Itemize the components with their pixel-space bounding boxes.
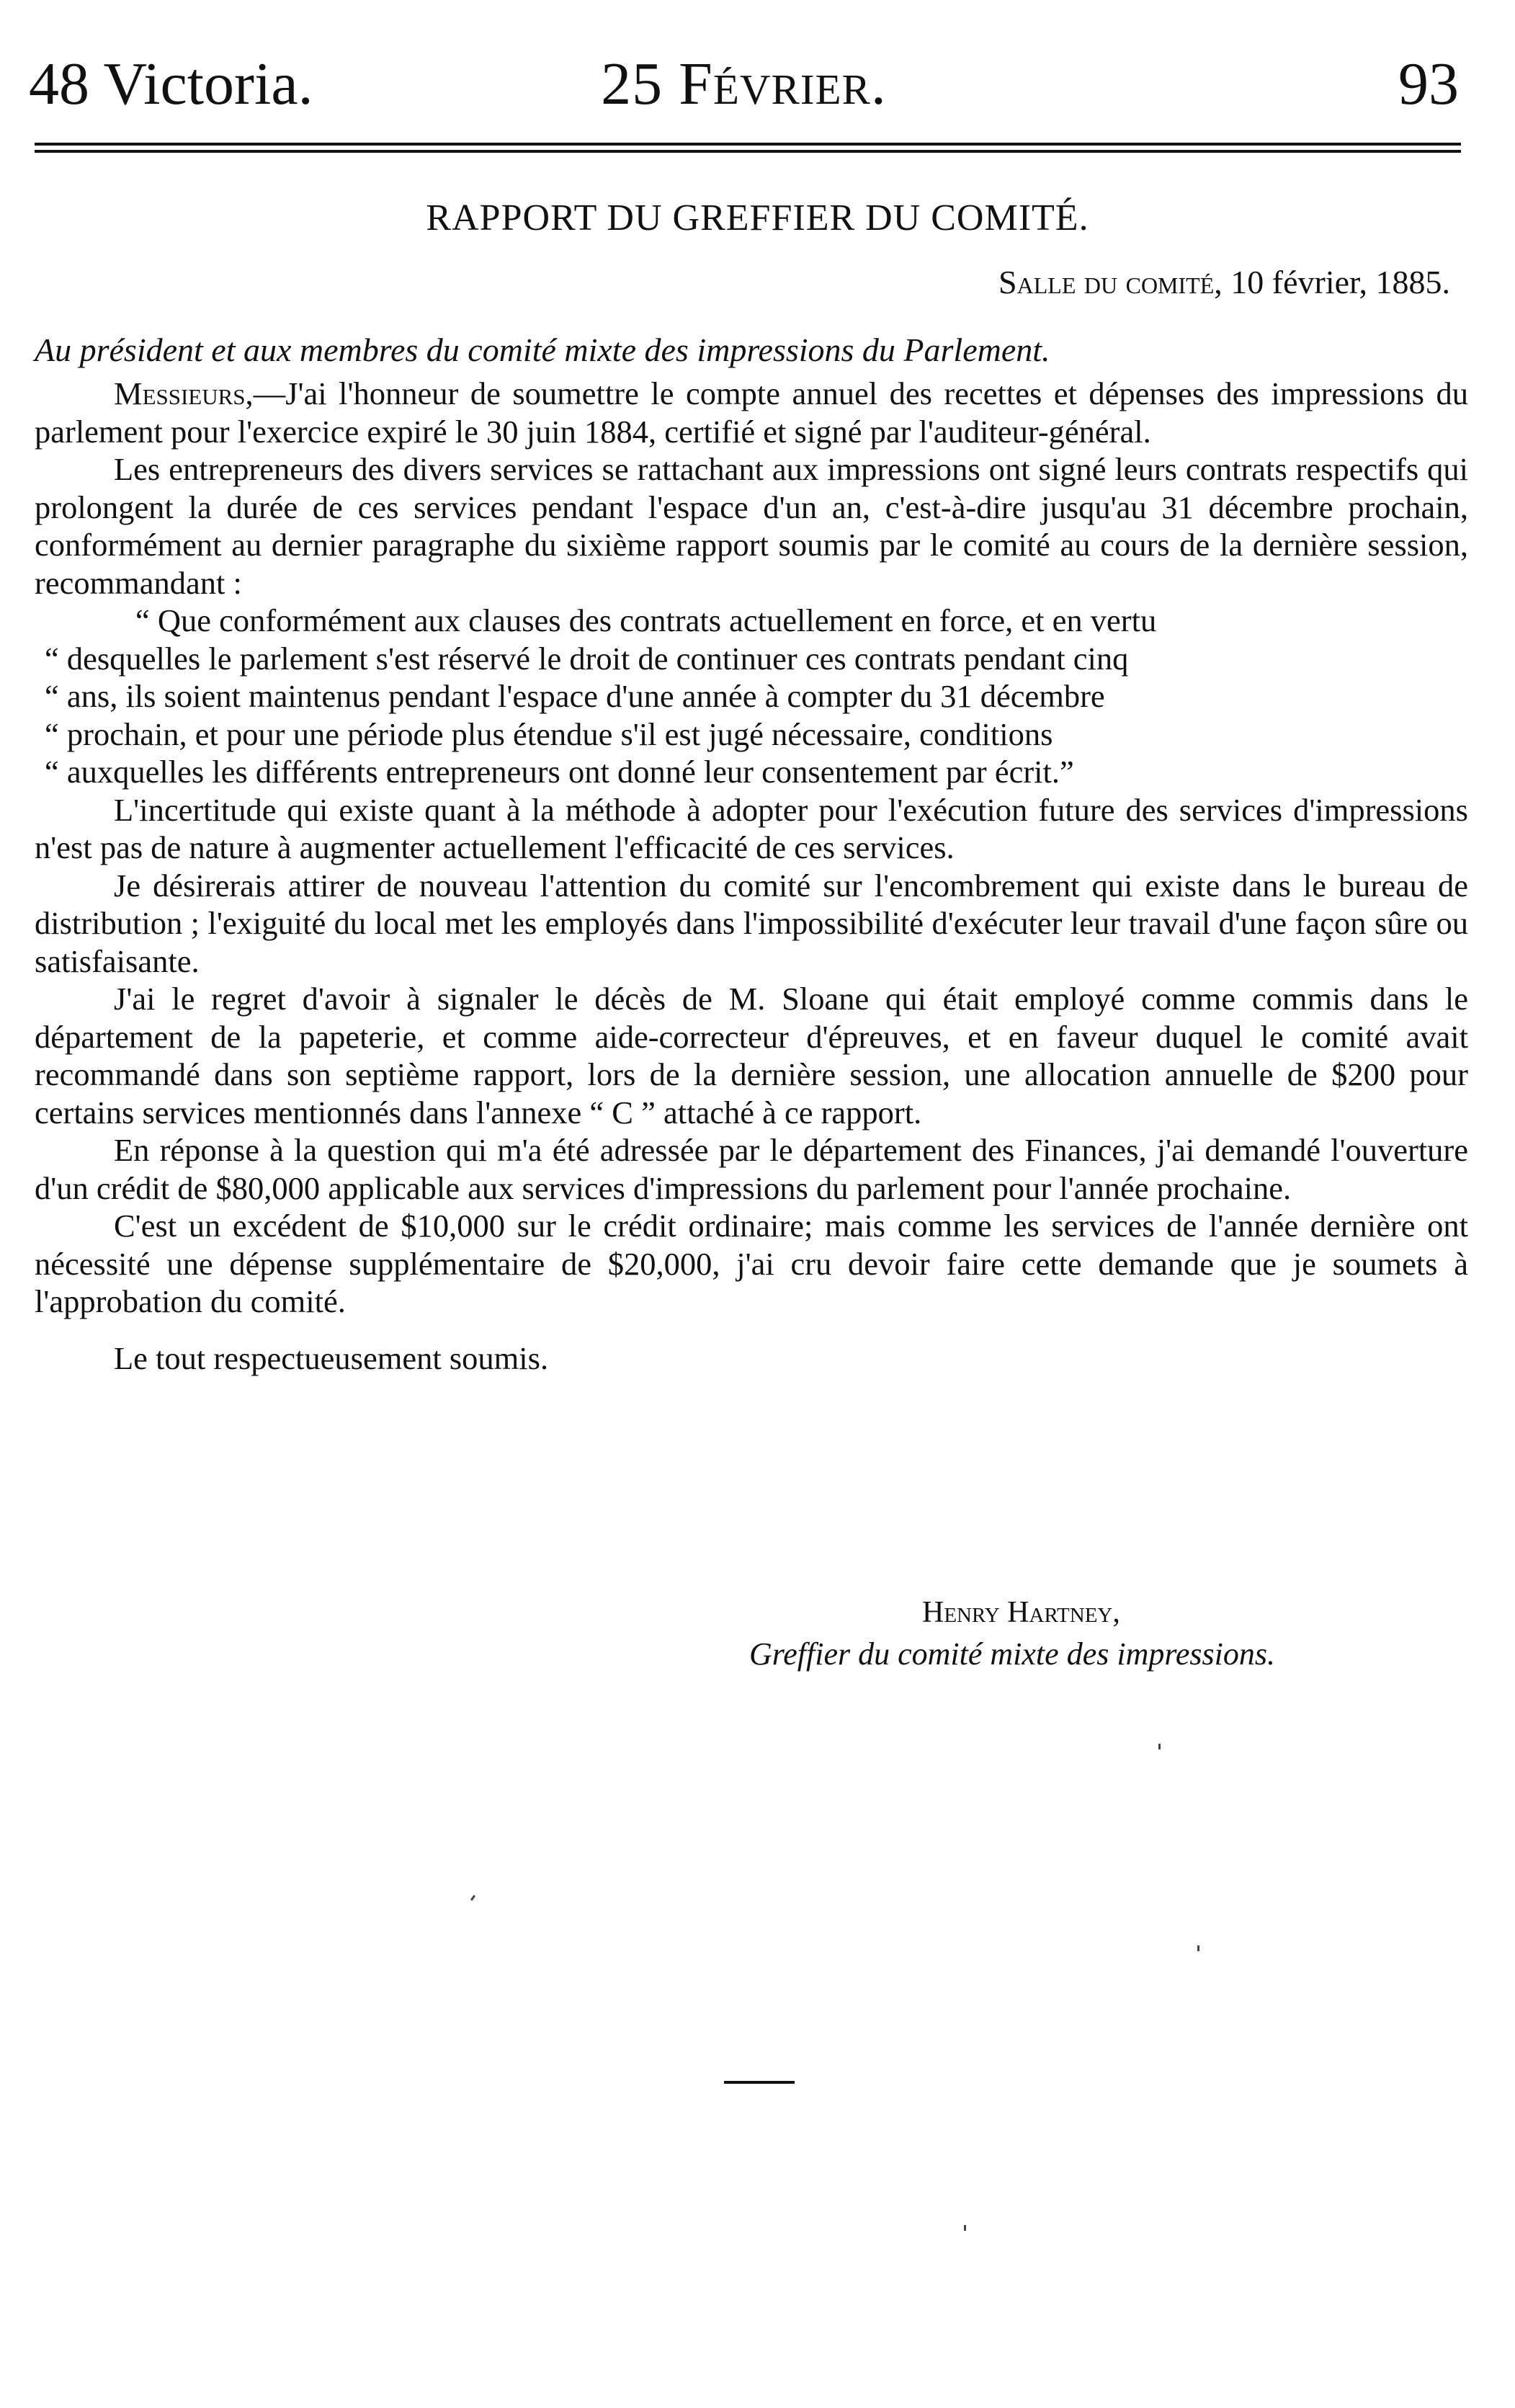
signature-title: Greffier du comité mixte des impressions.: [749, 1636, 1275, 1672]
running-header: [29, 45, 1459, 124]
header-double-rule: [35, 143, 1461, 153]
quote-line: “ prochain, et pour une période plus étendue s'il est jugé nécessaire, conditions: [45, 715, 1053, 752]
print-speck: [470, 1895, 475, 1901]
page-number: 93: [1398, 50, 1459, 117]
paragraph-6: En réponse à la question qui m'a été adressée par le département des Finances, j'ai demandé l'ouverture d'un crédit de $80,000 applicable aux services d'impressions du parlement pour l'année prochaine.: [35, 1132, 1468, 1206]
dateline-place: Salle du comité,: [998, 264, 1223, 300]
quote-line: “ auxquelles les différents entrepreneurs ont donné leur consentement par écrit.”: [45, 754, 1074, 790]
dateline: [998, 261, 1450, 304]
paragraph-4: Je désirerais attirer de nouveau l'attention du comité sur l'encombrement qui existe dans le bureau de distribution ; l'exiguité du local met les employés dans l'impossibilité d'exécuter leur travail d'une façon sûre ou satisfaisante.: [35, 867, 1468, 979]
dateline-date: 10 février, 1885.: [1230, 264, 1450, 300]
header-session: 48 Victoria.: [29, 50, 313, 117]
paragraph-2: Les entrepreneurs des divers services se rattachant aux impressions ont signé leurs contrats respectifs qui prolongent la durée de ces services pendant l'espace d'un an, c'est-à-dire jusqu'au 31 décembre prochain, conformément au dernier paragraphe du sixième rapport soumis par le comité au cours de la dernière session, recommandant :: [35, 451, 1468, 601]
print-speck: [1158, 1744, 1161, 1749]
closing-line: Le tout respectueusement soumis.: [114, 1339, 549, 1376]
opening-word: Messieurs,: [114, 375, 254, 411]
quoted-recommendation: [35, 602, 1468, 791]
paragraph-7: C'est un excédent de $10,000 sur le crédit ordinaire; mais comme les services de l'année dernière ont nécessité une dépense supplémentaire de $20,000, j'ai cru devoir faire cette demande que je soumets à l'approbation du comité.: [35, 1208, 1468, 1319]
report-title: RAPPORT DU GREFFIER DU COMITÉ.: [426, 197, 1089, 238]
print-speck: [1197, 1945, 1199, 1951]
paragraph-1: [35, 375, 1468, 450]
header-date: 25 Février.: [601, 50, 887, 117]
signature-name: Henry Hartney,: [922, 1596, 1120, 1629]
quote-line: “ ans, ils soient maintenus pendant l'espace d'une année à compter du 31 décembre: [45, 678, 1105, 714]
paragraph-5: J'ai le regret d'avoir à signaler le décès de M. Sloane qui était employé comme commis dans le département de la papeterie, et comme aide-correcteur d'épreuves, et en faveur duquel le comité avait recommandé dans son septième rapport, lors de la dernière session, une allocation annuelle de $200 pour certains services mentionnés dans l'annexe “ C ” attaché à ce rapport.: [35, 981, 1468, 1131]
paragraph-1-text: —J'ai l'honneur de soumettre le compte annuel des recettes et dépenses des impressions du parlement pour l'exercice expiré le 30 juin 1884, certifié et signé par l'auditeur-général.: [35, 375, 1468, 450]
report-body: [35, 375, 1468, 1377]
signature-block: [749, 1592, 1426, 1676]
quote-line: “ Que conformément aux clauses des contrats actuellement en force, et en vertu: [135, 602, 1157, 638]
paragraph-3: L'incertitude qui existe quant à la méthode à adopter pour l'exécution future des services d'impressions n'est pas de nature à augmenter actuellement l'efficacité de ces services.: [35, 791, 1468, 865]
salutation: Au président et aux membres du comité mixte des impressions du Parlement.: [35, 331, 1050, 368]
end-rule: [724, 2081, 795, 2084]
print-speck: [964, 2225, 966, 2231]
quote-line: “ desquelles le parlement s'est réservé le droit de continuer ces contrats pendant cinq: [45, 640, 1129, 677]
